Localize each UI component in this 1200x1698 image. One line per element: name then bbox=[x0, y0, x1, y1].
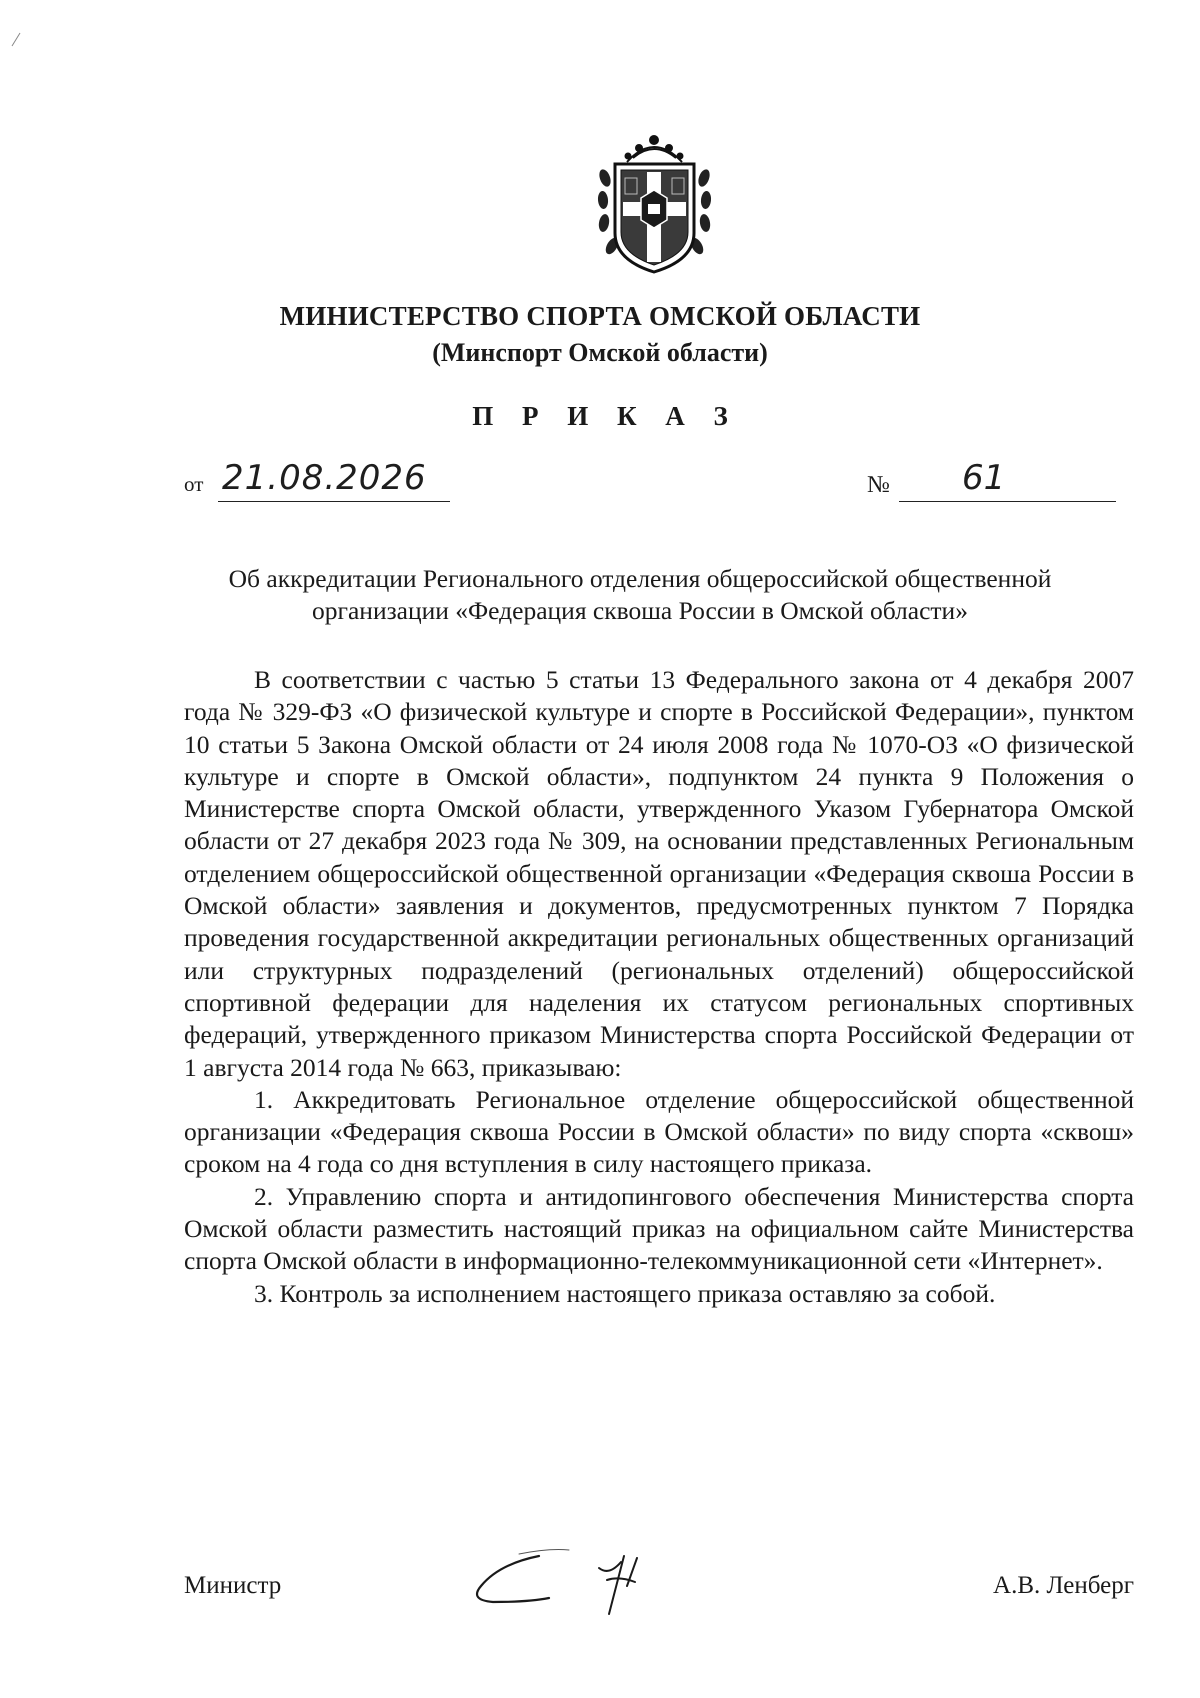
document-type-heading: П Р И К А З bbox=[472, 401, 739, 431]
order-subject bbox=[160, 563, 1120, 627]
handwritten-order-number: 61 bbox=[962, 458, 1006, 498]
signatory-name: А.В. Ленберг bbox=[993, 1572, 1134, 1599]
order-body bbox=[184, 664, 1134, 1310]
scan-speck-mark bbox=[10, 32, 22, 48]
date-prefix-label: от bbox=[184, 472, 204, 496]
order-item-3: 3. Контроль за исполнением настоящего приказа оставляю за собой. bbox=[254, 1278, 996, 1308]
signature-block bbox=[184, 1542, 1134, 1622]
order-date-number-row bbox=[184, 458, 1134, 508]
signatory-title: Министр bbox=[184, 1572, 282, 1599]
handwritten-signature-mark bbox=[459, 1542, 689, 1622]
subject-line-2: организации «Федерация сквоша России в Омской области» bbox=[312, 596, 968, 625]
order-number-label: № bbox=[867, 472, 890, 498]
coat-of-arms-icon bbox=[597, 128, 712, 276]
subject-line-1: Об аккредитации Регионального отделения общероссийской общественной bbox=[228, 564, 1052, 593]
order-item-2: 2. Управлению спорта и антидопингового обеспечения Министерства спорта Омской области разместить настоящий приказ на официальном сайте Министерства спорта Омской области в информационно-телекоммуникационной сети «Интернет». bbox=[184, 1181, 1134, 1276]
date-underline bbox=[218, 501, 450, 502]
order-item-1: 1. Аккредитовать Региональное отделение общероссийской общественной организации «Федерация сквоша России в Омской области» по виду спорта «сквош» сроком на 4 года со дня вступления в силу настоящего приказа. bbox=[184, 1084, 1134, 1179]
organization-title: МИНИСТЕРСТВО СПОРТА ОМСКОЙ ОБЛАСТИ bbox=[279, 301, 921, 331]
organization-short-name: (Минспорт Омской области) bbox=[432, 338, 768, 367]
number-underline bbox=[899, 501, 1116, 502]
preamble-paragraph: В соответствии с частью 5 статьи 13 Федерального закона от 4 декабря 2007 года № 329-ФЗ «О физической культуре и спорте в Российской Федерации», пунктом 10 статьи 5 Закона Омской области от 24 июля 2008 года № 1070-ОЗ «О физической культуре и спорте в Омской области», подпунктом 24 пункта 9 Положения о Министерстве спорта Омской области, утвержденного Указом Губернатора Омской области от 27 декабря 2023 года № 309, на основании представленных Региональным отделением общероссийской общественной организации «Федерация сквоша России в Омской области» заявления и документов, предусмотренных пунктом 7 Порядка проведения государственной аккредитации региональных общественных организаций или структурных подразделений (региональных отделений) общероссийской спортивной федерации для наделения их статусом региональных спортивных федераций, утвержденного приказом Министерства спорта Российской Федерации от 1 августа 2014 года № 663, приказываю: bbox=[184, 665, 1134, 1082]
handwritten-order-date: 21.08.2026 bbox=[222, 458, 427, 498]
